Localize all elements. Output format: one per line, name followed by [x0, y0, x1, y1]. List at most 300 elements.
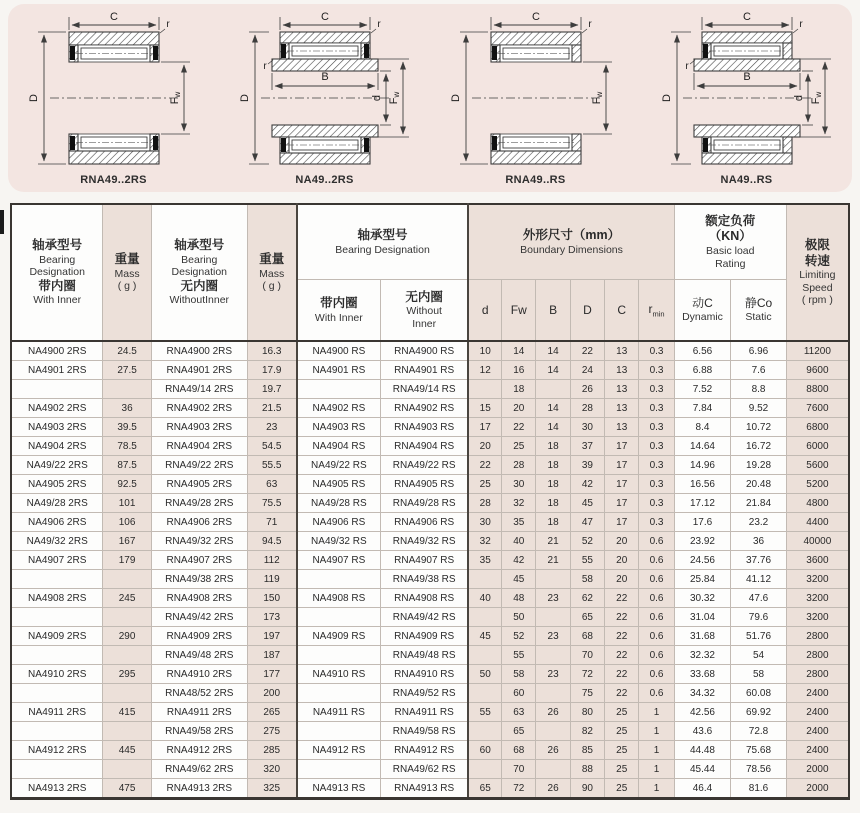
cell: 31.68	[674, 627, 731, 646]
cell: NA4910 RS	[297, 665, 381, 684]
cell	[11, 380, 103, 399]
bearing-diagram	[10, 8, 218, 174]
cell: RNA4905 RS	[381, 475, 469, 494]
cell: 81.6	[731, 779, 787, 799]
cell: 40000	[786, 532, 849, 551]
bearing-diagram	[643, 8, 851, 174]
cell: 0.3	[639, 456, 674, 475]
cell: 17	[605, 494, 639, 513]
cell	[297, 608, 381, 627]
cell: 80	[570, 703, 604, 722]
cell: 22	[605, 646, 639, 665]
svg-text:Fw: Fw	[387, 91, 401, 105]
cell: 28	[570, 399, 604, 418]
cell: 50	[502, 608, 536, 627]
cell: 0.3	[639, 399, 674, 418]
cell: 25.84	[674, 570, 731, 589]
cell: RNA4901 2RS	[151, 361, 247, 380]
cell: 24	[570, 361, 604, 380]
cell: 0.3	[639, 475, 674, 494]
cell	[11, 760, 103, 779]
cell: 32.32	[674, 646, 731, 665]
cell: 16.3	[247, 341, 296, 361]
cell: 43.6	[674, 722, 731, 741]
col-header-without-inner: 轴承型号 Bearing Designation 无内圈 WithoutInner	[151, 204, 247, 341]
cell: 75	[570, 684, 604, 703]
cell	[103, 570, 151, 589]
cell: 6800	[786, 418, 849, 437]
cell: NA4901 RS	[297, 361, 381, 380]
cell: 3200	[786, 608, 849, 627]
cell: 1	[639, 722, 674, 741]
cell: 0.6	[639, 627, 674, 646]
table-row	[11, 399, 849, 418]
cell: 65	[502, 722, 536, 741]
cell: 94.5	[247, 532, 296, 551]
cell	[536, 722, 570, 741]
cell	[103, 760, 151, 779]
cell: 265	[247, 703, 296, 722]
cell: 72.8	[731, 722, 787, 741]
table-row	[11, 513, 849, 532]
cell: 52	[570, 532, 604, 551]
cell: 18	[536, 456, 570, 475]
cell: 11200	[786, 341, 849, 361]
cell	[11, 646, 103, 665]
cell: RNA49/28 2RS	[151, 494, 247, 513]
svg-text:r: r	[376, 19, 381, 30]
cell: 1	[639, 760, 674, 779]
table-row	[11, 760, 849, 779]
cell: NA4907 RS	[297, 551, 381, 570]
cell: 42	[502, 551, 536, 570]
cell: NA49/28 RS	[297, 494, 381, 513]
cell	[468, 760, 501, 779]
cell: 0.3	[639, 437, 674, 456]
table-row	[11, 494, 849, 513]
cell: 32	[502, 494, 536, 513]
cell: 16.56	[674, 475, 731, 494]
svg-text:D: D	[449, 94, 462, 102]
cell: 16	[502, 361, 536, 380]
cell: 285	[247, 741, 296, 760]
cell: 14	[536, 341, 570, 361]
cell: 33.68	[674, 665, 731, 684]
cell: 0.6	[639, 551, 674, 570]
table-row	[11, 627, 849, 646]
cell	[297, 570, 381, 589]
cell	[536, 646, 570, 665]
specification-table-wrapper	[10, 203, 850, 800]
scan-artifact	[0, 210, 4, 234]
cell: RNA4900 RS	[381, 341, 469, 361]
cell: 0.6	[639, 665, 674, 684]
cell: 6000	[786, 437, 849, 456]
cell: RNA49/22 RS	[381, 456, 469, 475]
cell	[468, 722, 501, 741]
cell: 197	[247, 627, 296, 646]
cell: NA4900 2RS	[11, 341, 103, 361]
table-row	[11, 456, 849, 475]
cell: 150	[247, 589, 296, 608]
cell: 65	[570, 608, 604, 627]
cell: 22	[605, 627, 639, 646]
cell: 19.7	[247, 380, 296, 399]
cell: 26	[536, 779, 570, 799]
bearing-figure	[221, 4, 429, 186]
cell: 55	[468, 703, 501, 722]
cell: 18	[536, 475, 570, 494]
cell: 14	[536, 399, 570, 418]
cell: 17.6	[674, 513, 731, 532]
cell: NA49/22 RS	[297, 456, 381, 475]
cell: 78.56	[731, 760, 787, 779]
cell: RNA4908 2RS	[151, 589, 247, 608]
cell: 26	[536, 741, 570, 760]
cell: 63	[502, 703, 536, 722]
svg-text:D: D	[238, 94, 251, 102]
group-header-designation: 轴承型号 Bearing Designation	[297, 204, 469, 280]
cell	[11, 570, 103, 589]
cell: 30.32	[674, 589, 731, 608]
cell: 22	[605, 665, 639, 684]
cell: 51.76	[731, 627, 787, 646]
cell: 6.56	[674, 341, 731, 361]
cell: RNA4913 2RS	[151, 779, 247, 799]
cell: 78.5	[103, 437, 151, 456]
cell	[468, 684, 501, 703]
subcol-header-rmin: $r_{min}$	[639, 280, 674, 342]
cell: 55	[570, 551, 604, 570]
cell: 16.72	[731, 437, 787, 456]
cell: RNA4911 2RS	[151, 703, 247, 722]
cell: 58	[731, 665, 787, 684]
cell: 0.6	[639, 608, 674, 627]
cell: 0.6	[639, 646, 674, 665]
cell: 72	[570, 665, 604, 684]
cell: NA4908 RS	[297, 589, 381, 608]
cell: 18	[502, 380, 536, 399]
cell: 2800	[786, 627, 849, 646]
cell: NA4909 RS	[297, 627, 381, 646]
svg-text:d: d	[792, 94, 805, 102]
cell: 3200	[786, 589, 849, 608]
cell: 2400	[786, 703, 849, 722]
cell: RNA4909 2RS	[151, 627, 247, 646]
cell: RNA49/62 RS	[381, 760, 469, 779]
cell: 17.12	[674, 494, 731, 513]
cell: 0.3	[639, 380, 674, 399]
subcol-header-with-inner: 带内圈 With Inner	[297, 280, 381, 342]
cell: 45	[502, 570, 536, 589]
cell: 25	[605, 779, 639, 799]
cell: RNA4901 RS	[381, 361, 469, 380]
cell	[103, 684, 151, 703]
cell: 46.4	[674, 779, 731, 799]
cell: 14.64	[674, 437, 731, 456]
cell: 54.5	[247, 437, 296, 456]
cell: NA4906 2RS	[11, 513, 103, 532]
cell: RNA4909 RS	[381, 627, 469, 646]
svg-text:r: r	[165, 19, 170, 30]
table-row	[11, 665, 849, 684]
table-row	[11, 703, 849, 722]
cell: 17	[605, 456, 639, 475]
cell	[536, 684, 570, 703]
cell: 24.56	[674, 551, 731, 570]
cell: RNA49/38 2RS	[151, 570, 247, 589]
subcol-header-c: C	[605, 280, 639, 342]
table-row	[11, 532, 849, 551]
cell: RNA49/22 2RS	[151, 456, 247, 475]
cell: 63	[247, 475, 296, 494]
cell: 92.5	[103, 475, 151, 494]
cell: 6.88	[674, 361, 731, 380]
svg-text:Fw: Fw	[590, 91, 604, 105]
cell: 290	[103, 627, 151, 646]
cell: NA49/32 2RS	[11, 532, 103, 551]
cell: RNA4913 RS	[381, 779, 469, 799]
cell: 0.3	[639, 341, 674, 361]
cell	[11, 722, 103, 741]
cell: 0.3	[639, 494, 674, 513]
cell: 23.92	[674, 532, 731, 551]
cell: 25	[468, 475, 501, 494]
table-row	[11, 551, 849, 570]
cell: 7.52	[674, 380, 731, 399]
cell	[468, 380, 501, 399]
cell: NA4913 RS	[297, 779, 381, 799]
cell: 30	[502, 475, 536, 494]
cell: 52	[502, 627, 536, 646]
cell: 8.4	[674, 418, 731, 437]
cell: 20	[605, 551, 639, 570]
cell: NA4912 RS	[297, 741, 381, 760]
cell: NA4913 2RS	[11, 779, 103, 799]
cell: 1	[639, 779, 674, 799]
cell: 30	[570, 418, 604, 437]
cell: NA4906 RS	[297, 513, 381, 532]
bearing-diagram	[432, 8, 640, 174]
cell: 40	[502, 532, 536, 551]
cell: 0.6	[639, 570, 674, 589]
cell	[536, 760, 570, 779]
cell: NA4911 RS	[297, 703, 381, 722]
cell: NA4907 2RS	[11, 551, 103, 570]
cell: 3200	[786, 570, 849, 589]
cell: 1	[639, 741, 674, 760]
group-header-boundary-dimensions: 外形尺寸（mm） Boundary Dimensions	[468, 204, 674, 280]
cell	[468, 570, 501, 589]
cell: 70	[570, 646, 604, 665]
table-row	[11, 589, 849, 608]
cell: 245	[103, 589, 151, 608]
bearing-figure	[432, 4, 640, 186]
cell: RNA4912 RS	[381, 741, 469, 760]
cell: RNA4905 2RS	[151, 475, 247, 494]
cell: 22	[605, 684, 639, 703]
figure-caption: RNA49..RS	[505, 174, 566, 186]
cell: 58	[502, 665, 536, 684]
cell: 20.48	[731, 475, 787, 494]
cell: NA4903 RS	[297, 418, 381, 437]
cell: NA49/28 2RS	[11, 494, 103, 513]
svg-text:D: D	[27, 94, 40, 102]
cell: 17	[605, 437, 639, 456]
cell: 28	[468, 494, 501, 513]
cell: 17	[605, 475, 639, 494]
cell: 9600	[786, 361, 849, 380]
cell: 71	[247, 513, 296, 532]
cell: 3600	[786, 551, 849, 570]
cell: RNA49/58 2RS	[151, 722, 247, 741]
cell: 47	[570, 513, 604, 532]
cell: 173	[247, 608, 296, 627]
table-row	[11, 722, 849, 741]
cell: RNA4908 RS	[381, 589, 469, 608]
cell: RNA48/52 2RS	[151, 684, 247, 703]
cell: 58	[570, 570, 604, 589]
bearing-figure	[10, 4, 218, 186]
cell: 20	[605, 570, 639, 589]
cell: 20	[605, 532, 639, 551]
cell: 23	[536, 665, 570, 684]
cell: 179	[103, 551, 151, 570]
cell: 45.44	[674, 760, 731, 779]
svg-text:Fw: Fw	[809, 91, 823, 105]
cell	[103, 608, 151, 627]
cell: 39	[570, 456, 604, 475]
cell: 45	[570, 494, 604, 513]
cell: NA4900 RS	[297, 341, 381, 361]
cell: 85	[570, 741, 604, 760]
col-header-mass-2: 重量 Mass ( g )	[247, 204, 296, 341]
cell: RNA49/32 RS	[381, 532, 469, 551]
cell: RNA4906 RS	[381, 513, 469, 532]
cell: 23.2	[731, 513, 787, 532]
cell: 26	[536, 703, 570, 722]
cell: RNA4910 RS	[381, 665, 469, 684]
subcol-header-dd: D	[570, 280, 604, 342]
cell: 13	[605, 341, 639, 361]
cell: RNA4906 2RS	[151, 513, 247, 532]
bearing-diagram	[221, 8, 429, 174]
cell: RNA49/28 RS	[381, 494, 469, 513]
cell: NA4904 RS	[297, 437, 381, 456]
cell: 36	[103, 399, 151, 418]
cell: RNA49/32 2RS	[151, 532, 247, 551]
svg-text:C: C	[320, 11, 329, 23]
cell: 72	[502, 779, 536, 799]
cell: 0.3	[639, 361, 674, 380]
cell: 2000	[786, 760, 849, 779]
cell: 17	[605, 513, 639, 532]
cell	[536, 380, 570, 399]
cell: NA4904 2RS	[11, 437, 103, 456]
cell: 39.5	[103, 418, 151, 437]
cell: RNA4903 2RS	[151, 418, 247, 437]
cell: RNA49/14 2RS	[151, 380, 247, 399]
cell: 119	[247, 570, 296, 589]
cell: 0.3	[639, 418, 674, 437]
cell: 2400	[786, 684, 849, 703]
cell	[103, 722, 151, 741]
cell: 42	[570, 475, 604, 494]
cell: 167	[103, 532, 151, 551]
subcol-header-dynamic: 动C Dynamic	[674, 280, 731, 342]
cell: 18	[536, 513, 570, 532]
cell: RNA49/62 2RS	[151, 760, 247, 779]
cell	[297, 760, 381, 779]
cell: 295	[103, 665, 151, 684]
cell: 68	[502, 741, 536, 760]
cell: 275	[247, 722, 296, 741]
cell: 19.28	[731, 456, 787, 475]
table-row	[11, 608, 849, 627]
cell: 60.08	[731, 684, 787, 703]
cell	[103, 380, 151, 399]
cell	[536, 570, 570, 589]
cell: 22	[502, 418, 536, 437]
cell: 4800	[786, 494, 849, 513]
cell: 8.8	[731, 380, 787, 399]
col-header-with-inner: 轴承型号 Bearing Designation 带内圈 With Inner	[11, 204, 103, 341]
cell: 13	[605, 380, 639, 399]
cell: 14	[536, 418, 570, 437]
cell: 40	[468, 589, 501, 608]
cell: 415	[103, 703, 151, 722]
cell	[468, 608, 501, 627]
cell: 13	[605, 399, 639, 418]
cell: RNA49/58 RS	[381, 722, 469, 741]
cell: NA4905 2RS	[11, 475, 103, 494]
cell: 4400	[786, 513, 849, 532]
cell: 25	[605, 703, 639, 722]
table-row	[11, 646, 849, 665]
cell: 82	[570, 722, 604, 741]
cell: 20	[468, 437, 501, 456]
cell: 7.6	[731, 361, 787, 380]
cell: 14	[536, 361, 570, 380]
cell: 5600	[786, 456, 849, 475]
figure-caption: NA49..2RS	[295, 174, 354, 186]
cell: 15	[468, 399, 501, 418]
cell: 62	[570, 589, 604, 608]
cell: 25	[605, 741, 639, 760]
cell: 0.3	[639, 513, 674, 532]
cell: RNA4907 RS	[381, 551, 469, 570]
cell: 9.52	[731, 399, 787, 418]
cell: 101	[103, 494, 151, 513]
cell: 90	[570, 779, 604, 799]
cell: 18	[536, 437, 570, 456]
cell: 13	[605, 418, 639, 437]
cell: RNA49/52 RS	[381, 684, 469, 703]
cell: 54	[731, 646, 787, 665]
cell: 22	[468, 456, 501, 475]
cell: RNA4907 2RS	[151, 551, 247, 570]
cell: NA4902 RS	[297, 399, 381, 418]
cell: RNA4900 2RS	[151, 341, 247, 361]
figure-caption: NA49..RS	[720, 174, 773, 186]
cell: 177	[247, 665, 296, 684]
cell: 2000	[786, 779, 849, 799]
cell: 13	[605, 361, 639, 380]
cell: 41.12	[731, 570, 787, 589]
cell: 60	[502, 684, 536, 703]
subcol-header-static: 静Co Static	[731, 280, 787, 342]
cell: RNA4904 RS	[381, 437, 469, 456]
